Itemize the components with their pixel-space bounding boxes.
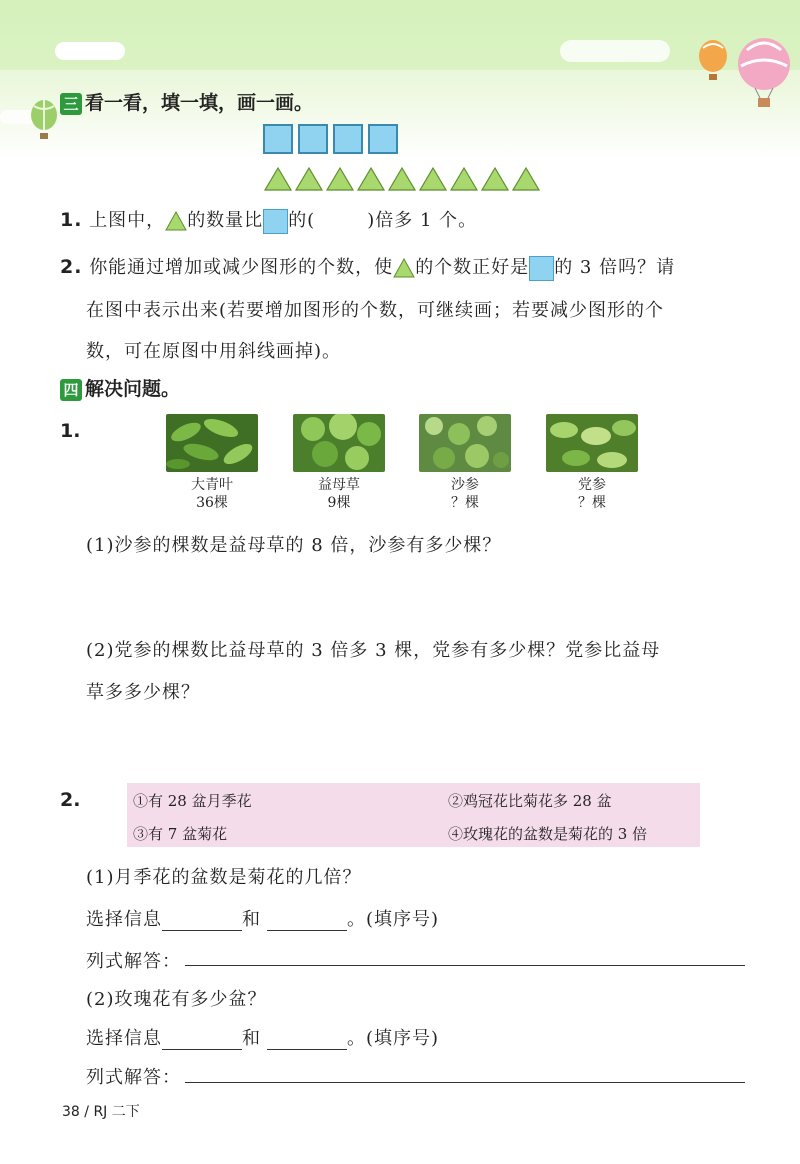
cloud-icon	[560, 40, 670, 62]
plant-photo-dangshen	[546, 414, 638, 472]
and-label: 和	[242, 909, 261, 930]
page-footer	[62, 1101, 140, 1121]
q2-text-part3: 的 3 倍吗？请	[554, 257, 676, 278]
q1-text-part3: 的(	[288, 210, 316, 231]
plant-name: 大青叶	[191, 477, 233, 493]
and-label: 和	[242, 1028, 261, 1049]
q2-subquestion-2: (2)玫瑰花有多少盆？	[86, 989, 267, 1010]
subquestion-2-line1: (2)党参的棵数比益母草的 3 倍多 3 棵，党参有多少棵？党参比益母	[86, 640, 661, 661]
green-triangle-shape	[327, 168, 353, 190]
green-balloon-icon	[28, 100, 62, 144]
answer-line[interactable]	[185, 1082, 745, 1083]
square-inline-icon	[529, 256, 554, 281]
plant-name: 党参	[578, 477, 606, 493]
select-info-label: 选择信息	[86, 909, 162, 930]
green-triangle-shape	[389, 168, 415, 190]
plant-card	[293, 414, 385, 512]
answer-area[interactable]	[86, 565, 736, 635]
plant-card	[546, 414, 638, 512]
solve-label: 列式解答：	[86, 1067, 181, 1088]
triangles-row	[263, 166, 543, 192]
small-balloon-icon	[695, 40, 735, 85]
question-number: 1.	[60, 420, 81, 442]
question-number: 1.	[60, 209, 83, 231]
square-inline-icon	[263, 209, 288, 234]
plant-photo-daqingye	[166, 414, 258, 472]
plant-card	[166, 414, 258, 512]
green-triangle-shape	[513, 168, 539, 190]
section3-question2-line2: 在图中表示出来(若要增加图形的个数，可继续画；若要减少图形的个	[86, 300, 665, 321]
q2-text-part2: 的个数正好是	[415, 257, 530, 278]
info-item-3: ③有 7 盆菊花	[133, 825, 228, 843]
plant-count: 36棵	[196, 495, 228, 511]
answer-blank[interactable]	[267, 1031, 347, 1050]
subquestion-1: (1)沙参的棵数是益母草的 8 倍，沙参有多少棵？	[86, 535, 502, 556]
section3-tag: 三	[60, 93, 82, 115]
triangle-inline-icon	[165, 211, 187, 231]
q1-text-part1: 上图中，	[89, 210, 166, 231]
subquestion-2-line2: 草多多少棵？	[86, 682, 200, 703]
plant-count: ？棵	[451, 495, 479, 511]
plant-card	[419, 414, 511, 512]
info-item-1: ①有 28 盆月季花	[133, 792, 252, 810]
green-triangle-shape	[296, 168, 322, 190]
question-number: 2.	[60, 256, 83, 278]
answer-line[interactable]	[185, 965, 745, 966]
green-triangle-shape	[265, 168, 291, 190]
section3-heading	[60, 88, 313, 115]
answer-blank[interactable]	[162, 912, 242, 931]
plant-name: 沙参	[451, 477, 479, 493]
green-triangle-shape	[482, 168, 508, 190]
section3-title: 看一看，填一填，画一画。	[85, 92, 314, 114]
info-item-4: ④玫瑰花的盆数是菊花的 3 倍	[448, 825, 648, 843]
plant-count: ？棵	[578, 495, 606, 511]
plant-photo-yimucao	[293, 414, 385, 472]
plant-count: 9棵	[327, 495, 351, 511]
q1-text-part2: 的数量比	[187, 210, 264, 231]
footer-separator: /	[84, 1104, 89, 1120]
q1-text-part4: )倍多 1 个。	[367, 210, 478, 231]
section3-question2-line3: 数，可在原图中用斜线画掉)。	[86, 341, 342, 362]
fill-hint: 。(填序号)	[347, 1028, 440, 1049]
book-label: RJ 二下	[93, 1104, 140, 1120]
cloud-icon	[55, 42, 125, 60]
blue-square-shape	[333, 124, 363, 154]
q2-subquestion-1: (1)月季花的盆数是菊花的几倍？	[86, 867, 362, 888]
answer-area[interactable]	[86, 710, 736, 776]
squares-row	[263, 124, 403, 158]
section4-title: 解决问题。	[85, 378, 181, 400]
section4-heading	[60, 374, 180, 401]
question-number: 2.	[60, 789, 81, 811]
section3-question2-line1	[60, 253, 675, 281]
triangle-inline-icon	[393, 258, 415, 278]
solve-label: 列式解答：	[86, 951, 181, 972]
info-item-2: ②鸡冠花比菊花多 28 盆	[448, 792, 612, 810]
fill-hint: 。(填序号)	[347, 909, 440, 930]
section3-question1	[60, 206, 477, 234]
page-number: 38	[62, 1104, 80, 1120]
green-triangle-shape	[420, 168, 446, 190]
plant-photo-shashen	[419, 414, 511, 472]
pink-balloon-icon	[735, 38, 793, 110]
green-triangle-shape	[451, 168, 477, 190]
select-info-label: 选择信息	[86, 1028, 162, 1049]
section4-tag: 四	[60, 379, 82, 401]
green-triangle-shape	[358, 168, 384, 190]
blue-square-shape	[368, 124, 398, 154]
answer-blank[interactable]	[267, 912, 347, 931]
plant-name: 益母草	[318, 477, 360, 493]
select-info-row-2	[86, 1024, 439, 1050]
select-info-row-1	[86, 905, 439, 931]
blue-square-shape	[263, 124, 293, 154]
header-top-band	[0, 0, 800, 70]
blue-square-shape	[298, 124, 328, 154]
answer-blank[interactable]	[162, 1031, 242, 1050]
q2-text-part1: 你能通过增加或减少图形的个数，使	[89, 257, 394, 278]
